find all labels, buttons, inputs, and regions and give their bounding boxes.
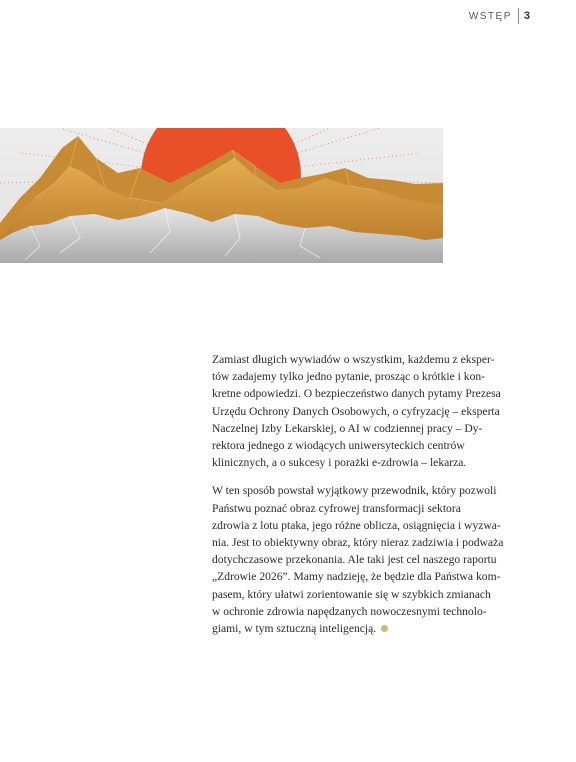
intro-text xyxy=(212,351,527,648)
section-label: WSTĘP xyxy=(468,10,512,22)
running-head xyxy=(469,8,530,24)
text-line: Naczelnej Izby Lekarskiej, o AI w codziennej pracy – Dy- xyxy=(212,421,483,435)
text-line: „Zdrowie 2026”. Mamy nadzieję, że będzie dla Państwa kom- xyxy=(212,570,501,584)
intro-paragraph-2 xyxy=(212,482,527,637)
hero-illustration xyxy=(0,128,443,263)
text-line: Zamiast długich wywiadów o wszystkim, każdemu z eksper- xyxy=(212,353,495,366)
intro-paragraph-1 xyxy=(212,351,527,471)
page-number: 3 xyxy=(523,10,530,22)
text-line: Urzędu Ochrony Danych Osobowych, o cyfryzację – eksperta xyxy=(212,404,500,418)
text-line: nia. Jest to obiektywny obraz, który nieraz zadziwia i podważa xyxy=(212,536,504,550)
text-line: dotychczasowe przekonania. Ale taki jest cel naszego raportu xyxy=(212,553,497,567)
text-line: rektora jednego z wiodących uniwersyteckich centrów xyxy=(212,439,465,453)
text-line: klinicznych, a o sukcesy i porażki e-zdrowia – lekarza. xyxy=(212,456,467,470)
end-mark-icon xyxy=(381,625,388,632)
mountain-sun-illustration xyxy=(0,128,443,263)
text-line: kretne odpowiedzi. O bezpieczeństwo danych pytamy Prezesa xyxy=(212,387,501,401)
header-divider xyxy=(518,8,519,24)
text-line: tów zadajemy tylko jedno pytanie, prosząc o krótkie i kon- xyxy=(212,370,486,384)
text-line-content: giami, w tym sztuczną inteligencją. xyxy=(212,622,377,636)
text-line: zdrowia z lotu ptaka, jego różne oblicza, osiągnięcia i wyzwa- xyxy=(212,518,501,532)
text-line: w ochronie zdrowia napędzanych nowoczesnymi technolo- xyxy=(212,604,487,618)
text-line xyxy=(212,620,527,637)
text-line: W ten sposób powstał wyjątkowy przewodnik, który pozwoli xyxy=(212,484,497,498)
text-line: Państwu poznać obraz cyfrowej transformacji sektora xyxy=(212,501,461,515)
text-line: pasem, który ułatwi zorientowanie się w szybkich zmianach xyxy=(212,587,491,601)
